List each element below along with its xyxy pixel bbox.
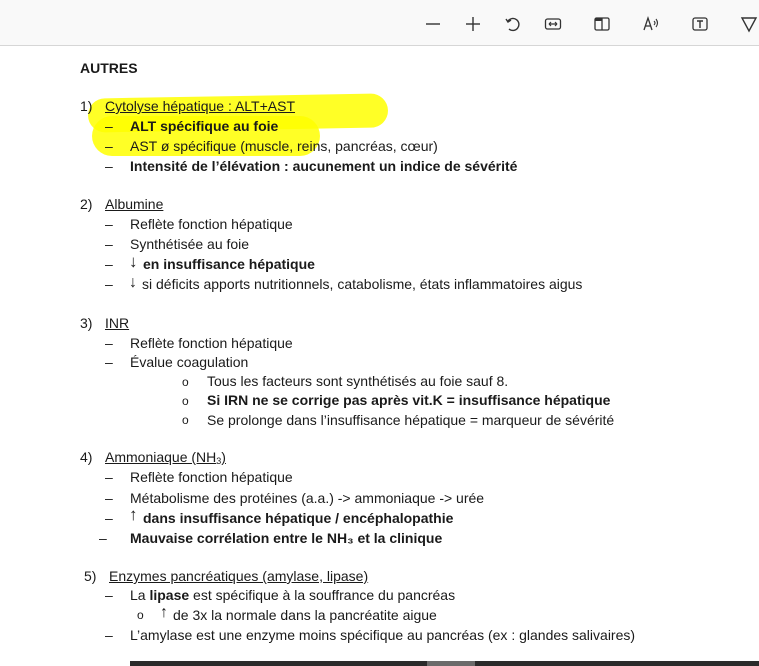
list-item: dans insuffisance hépatique / encéphalopathie [143,510,454,526]
minus-icon[interactable] [419,10,447,38]
dash-bullet: – [105,627,113,643]
sub-item: Se prolonge dans l’insuffisance hépatique = marqueur de sévérité [207,412,615,428]
arrow-up-icon: ↑ [160,604,168,621]
dash-bullet: – [105,216,113,232]
section-number: 1) [80,98,93,114]
dash-bullet: – [105,276,113,292]
section-title: Ammoniaque $(NH_3)$ [105,449,226,466]
list-item: L’amylase est une enzyme moins spécifique au pancréas (ex : glandes salivaires) [130,627,636,643]
section-title: Enzymes pancréatiques (amylase, lipase) [109,568,369,584]
plus-icon[interactable] [459,10,487,38]
dash-bullet: – [105,469,113,485]
list-item: La lipase est spécifique à la souffrance du pancréas [130,587,456,603]
arrow-down-icon: ↓ [129,252,138,271]
section-number: 3) [80,315,93,331]
section-title: INR [105,315,130,331]
list-item: Reflète fonction hépatique [130,469,293,485]
two-page-icon[interactable] [588,10,616,38]
dash-bullet: – [105,138,113,154]
document-page [0,46,759,666]
list-item: en insuffisance hépatique [143,256,315,272]
pdf-toolbar [0,0,759,46]
dash-bullet: – [105,158,113,174]
section-number: 4) [80,449,93,465]
sub-item: Tous les facteurs sont synthétisés au foie sauf 8. [207,373,509,389]
text-icon[interactable] [686,10,714,38]
dash-bullet: – [105,587,113,603]
dash-bullet: – [105,236,113,252]
section-number: 2) [80,196,93,212]
list-item: Synthétisée au foie [130,236,250,252]
list-item: Reflète fonction hépatique [130,335,293,351]
dash-bullet: – [105,490,113,506]
list-item: Intensité de l’élévation : aucunement un indice de sévérité [130,158,518,174]
arrow-down-icon: ↓ [129,274,137,291]
list-item: Mauvaise corrélation entre le NH₃ et la clinique [130,530,443,546]
list-item: si déficits apports nutritionnels, catabolisme, états inflammatoires aigus [142,276,583,292]
dash-bullet: – [105,354,113,370]
section-number: 5) [84,568,97,584]
dash-bullet: – [105,118,113,134]
fit-width-icon[interactable] [539,10,567,38]
circle-bullet: o [182,413,189,427]
sub-item: de 3x la normale dans la pancréatite aigue [173,607,437,623]
list-item: ALT spécifique au foie [130,118,279,134]
dash-bullet: – [105,335,113,351]
dash-bullet: – [99,530,107,546]
arrow-up-icon: ↑ [129,505,138,524]
list-item: AST ø spécifique (muscle, reins, pancréas, cœur) [130,138,438,154]
read-aloud-icon[interactable] [637,10,665,38]
section-title: Albumine [105,196,164,212]
list-item: Métabolisme des protéines (a.a.) -> ammoniaque -> urée [130,490,485,506]
scrollbar-thumb[interactable] [427,661,475,666]
circle-bullet: o [137,608,144,622]
circle-bullet: o [182,394,189,408]
section-title: Cytolyse hépatique : ALT+AST [105,98,296,114]
list-item: Reflète fonction hépatique [130,216,293,232]
sub-item: Si IRN ne se corrige pas après vit.K = insuffisance hépatique [207,392,611,408]
dash-bullet: – [105,510,113,526]
doc-heading: AUTRES [80,60,138,76]
rotate-icon[interactable] [499,10,527,38]
dash-bullet: – [105,256,113,272]
draw-icon[interactable] [735,10,759,38]
circle-bullet: o [182,375,189,389]
list-item: Évalue coagulation [130,354,249,370]
